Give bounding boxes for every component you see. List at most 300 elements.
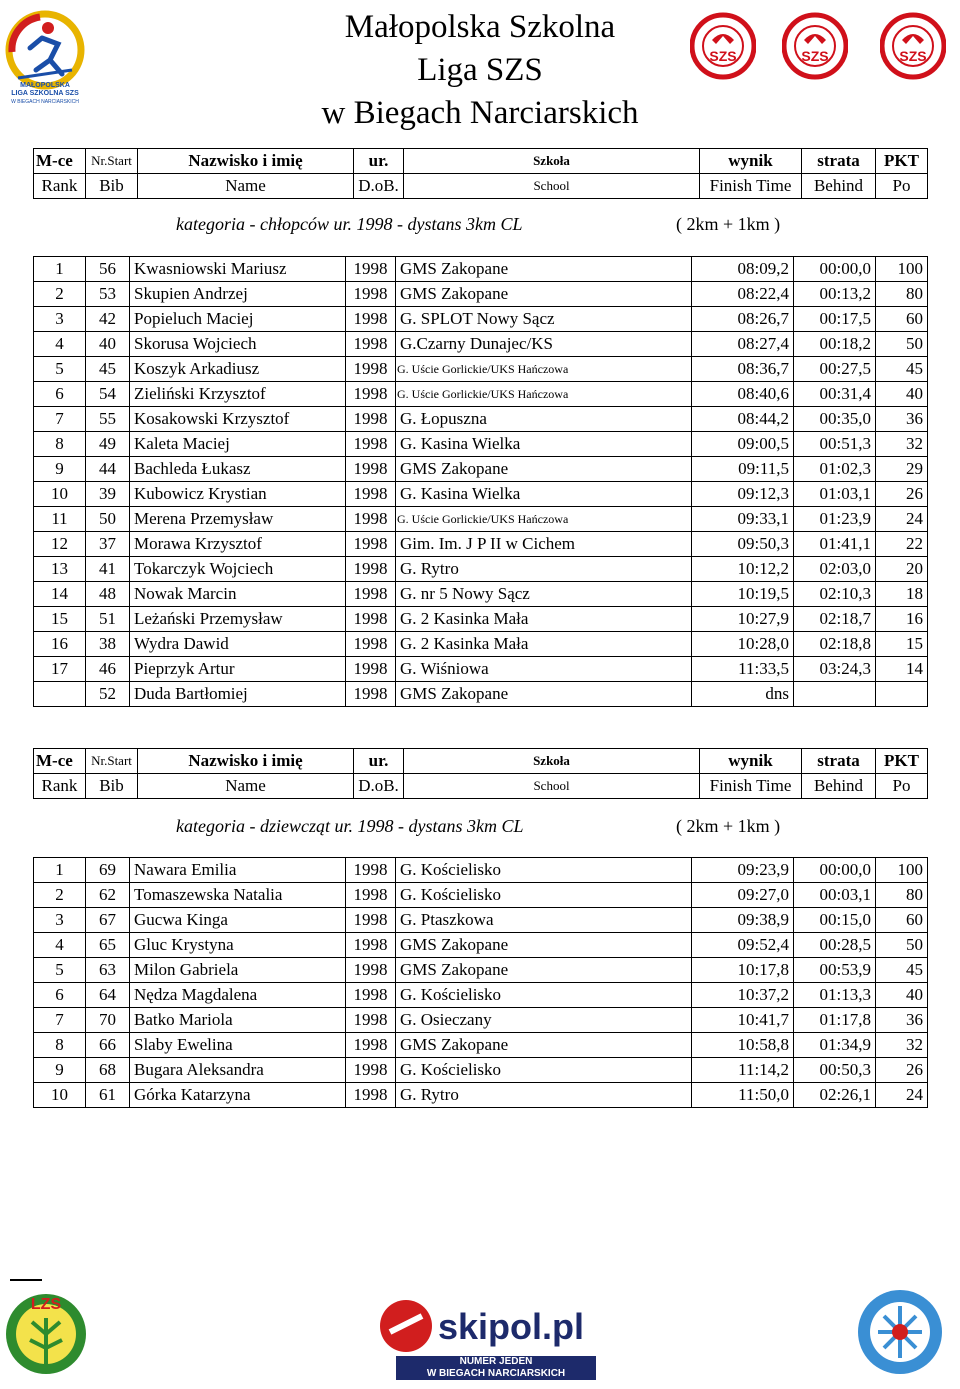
boys-cell-name: Merena Przemysław [130, 507, 346, 532]
boys-cell-behind: 02:03,0 [794, 557, 876, 582]
boys-cell-name: Zieliński Krzysztof [130, 382, 346, 407]
girls-row [34, 958, 928, 983]
boys-cell-rank: 3 [34, 307, 86, 332]
girls-cell-time: 10:17,8 [692, 958, 794, 983]
skipol-tag-1: NUMER JEDEN [459, 1356, 533, 1367]
boys-cell-name: Skorusa Wojciech [130, 332, 346, 357]
girls-category: kategoria - dziewcząt ur. 1998 - dystans 3km CL [176, 816, 524, 836]
boys-cell-behind: 01:02,3 [794, 457, 876, 482]
boys-cell-bib: 52 [86, 682, 130, 707]
girls-cell-school: G. Kościelisko [396, 883, 692, 908]
boys-cell-bib: 48 [86, 582, 130, 607]
szs-seal-1 [690, 6, 756, 88]
boys-cell-rank: 16 [34, 632, 86, 657]
boys-cell-behind: 03:24,3 [794, 657, 876, 682]
boys-cell-behind: 00:27,5 [794, 357, 876, 382]
boys-cell-school: G. Wiśniowa [396, 657, 692, 682]
girls-cell-bib: 61 [86, 1083, 130, 1108]
hdr2-behind: Behind [802, 174, 876, 199]
boys-cell-points: 26 [876, 482, 928, 507]
boys-row [34, 532, 928, 557]
boys-cell-behind: 00:51,3 [794, 432, 876, 457]
girls-cell-bib: 65 [86, 933, 130, 958]
boys-cell-time: 10:28,0 [692, 632, 794, 657]
girls-cell-name: Gucwa Kinga [130, 908, 346, 933]
girls-cell-dob: 1998 [346, 858, 396, 883]
girls-cell-time: 10:58,8 [692, 1033, 794, 1058]
header-row-2 [34, 774, 928, 799]
girls-row [34, 1058, 928, 1083]
boys-cell-dob: 1998 [346, 457, 396, 482]
girls-cell-school: GMS Zakopane [396, 1033, 692, 1058]
girls-cell-time: 09:38,9 [692, 908, 794, 933]
girls-row [34, 933, 928, 958]
boys-cell-behind: 02:18,7 [794, 607, 876, 632]
boys-row [34, 632, 928, 657]
header-row-2 [34, 174, 928, 199]
boys-distance: ( 2km + 1km ) [676, 214, 781, 234]
boys-header-table [33, 148, 928, 199]
boys-cell-rank: 6 [34, 382, 86, 407]
boys-cell-bib: 54 [86, 382, 130, 407]
hdr-school: Szkoła [404, 149, 700, 174]
boys-cell-school: G. 2 Kasinka Mała [396, 607, 692, 632]
hdr2-dob: D.oB. [354, 774, 404, 799]
boys-cell-bib: 45 [86, 357, 130, 382]
boys-cell-points: 50 [876, 332, 928, 357]
boys-row [34, 407, 928, 432]
girls-row [34, 1083, 928, 1108]
boys-cell-rank: 17 [34, 657, 86, 682]
girls-cell-name: Tomaszewska Natalia [130, 883, 346, 908]
boys-cell-time: 09:50,3 [692, 532, 794, 557]
hdr2-behind: Behind [802, 774, 876, 799]
boys-cell-school: GMS Zakopane [396, 682, 692, 707]
girls-cell-dob: 1998 [346, 908, 396, 933]
girls-cell-points: 32 [876, 1033, 928, 1058]
boys-cell-rank: 12 [34, 532, 86, 557]
boys-cell-dob: 1998 [346, 657, 396, 682]
girls-cell-time: 09:23,9 [692, 858, 794, 883]
girls-cell-rank: 6 [34, 983, 86, 1008]
boys-row [34, 607, 928, 632]
szs-seal-3 [880, 6, 946, 88]
girls-row [34, 983, 928, 1008]
girls-cell-school: GMS Zakopane [396, 933, 692, 958]
girls-cell-points: 24 [876, 1083, 928, 1108]
mdm-ski-logo-icon [852, 1280, 948, 1384]
girls-cell-bib: 67 [86, 908, 130, 933]
boys-cell-school: G.Czarny Dunajec/KS [396, 332, 692, 357]
hdr-points: PKT [876, 149, 928, 174]
girls-cell-time: 10:41,7 [692, 1008, 794, 1033]
boys-cell-dob: 1998 [346, 407, 396, 432]
mdm-logo [852, 1280, 948, 1384]
girls-cell-points: 40 [876, 983, 928, 1008]
boys-cell-name: Koszyk Arkadiusz [130, 357, 346, 382]
girls-cell-points: 45 [876, 958, 928, 983]
hdr2-name: Name [138, 774, 354, 799]
boys-cell-bib: 49 [86, 432, 130, 457]
hdr-rank: M-ce [34, 149, 86, 174]
boys-cell-points: 32 [876, 432, 928, 457]
boys-cell-time: 08:22,4 [692, 282, 794, 307]
hdr2-school: School [404, 774, 700, 799]
boys-cell-time: 08:44,2 [692, 407, 794, 432]
boys-cell-time: 09:12,3 [692, 482, 794, 507]
boys-cell-rank: 8 [34, 432, 86, 457]
girls-header-table [33, 748, 928, 799]
boys-cell-name: Pieprzyk Artur [130, 657, 346, 682]
boys-cell-behind: 01:41,1 [794, 532, 876, 557]
skipol-logo [376, 1296, 596, 1382]
hdr-school: Szkoła [404, 749, 700, 774]
girls-cell-dob: 1998 [346, 958, 396, 983]
boys-cell-name: Kosakowski Krzysztof [130, 407, 346, 432]
boys-cell-dob: 1998 [346, 357, 396, 382]
boys-cell-points: 100 [876, 257, 928, 282]
boys-cell-bib: 37 [86, 532, 130, 557]
boys-cell-behind: 00:18,2 [794, 332, 876, 357]
boys-cell-dob: 1998 [346, 432, 396, 457]
boys-cell-school: G. Uście Gorlickie/UKS Hańczowa [396, 357, 692, 382]
girls-cell-dob: 1998 [346, 883, 396, 908]
boys-cell-points [876, 682, 928, 707]
boys-cell-dob: 1998 [346, 632, 396, 657]
boys-row [34, 432, 928, 457]
girls-cell-school: GMS Zakopane [396, 958, 692, 983]
boys-cell-dob: 1998 [346, 582, 396, 607]
boys-cell-bib: 40 [86, 332, 130, 357]
hdr2-rank: Rank [34, 774, 86, 799]
boys-cell-points: 24 [876, 507, 928, 532]
girls-cell-bib: 68 [86, 1058, 130, 1083]
boys-row [34, 357, 928, 382]
boys-cell-school: GMS Zakopane [396, 257, 692, 282]
boys-cell-behind: 00:00,0 [794, 257, 876, 282]
hdr2-dob: D.oB. [354, 174, 404, 199]
girls-cell-rank: 5 [34, 958, 86, 983]
boys-row [34, 382, 928, 407]
boys-cell-time: 08:26,7 [692, 307, 794, 332]
boys-cell-school: GMS Zakopane [396, 282, 692, 307]
boys-row [34, 457, 928, 482]
girls-cell-school: G. Osieczany [396, 1008, 692, 1033]
boys-cell-rank: 4 [34, 332, 86, 357]
girls-cell-school: G. Ptaszkowa [396, 908, 692, 933]
girls-cell-name: Bugara Aleksandra [130, 1058, 346, 1083]
girls-cell-time: 11:50,0 [692, 1083, 794, 1108]
boys-cell-behind: 01:23,9 [794, 507, 876, 532]
boys-cell-time: 08:09,2 [692, 257, 794, 282]
boys-cell-bib: 41 [86, 557, 130, 582]
girls-cell-rank: 7 [34, 1008, 86, 1033]
hdr-time: wynik [700, 749, 802, 774]
boys-cell-name: Morawa Krzysztof [130, 532, 346, 557]
boys-cell-name: Skupien Andrzej [130, 282, 346, 307]
girls-cell-points: 50 [876, 933, 928, 958]
page-title [240, 6, 720, 135]
hdr2-name: Name [138, 174, 354, 199]
girls-cell-behind: 00:00,0 [794, 858, 876, 883]
girls-cell-points: 60 [876, 908, 928, 933]
skipol-brand: skipol.pl [438, 1306, 585, 1347]
hdr-name: Nazwisko i imię [138, 749, 354, 774]
hdr-dob: ur. [354, 149, 404, 174]
boys-cell-school: G. Łopuszna [396, 407, 692, 432]
girls-cell-rank: 2 [34, 883, 86, 908]
boys-cell-bib: 53 [86, 282, 130, 307]
girls-cell-behind: 00:03,1 [794, 883, 876, 908]
boys-cell-name: Bachleda Łukasz [130, 457, 346, 482]
boys-cell-points: 60 [876, 307, 928, 332]
hdr-behind: strata [802, 149, 876, 174]
girls-distance: ( 2km + 1km ) [676, 816, 781, 836]
girls-cell-name: Nawara Emilia [130, 858, 346, 883]
boys-cell-time: 10:19,5 [692, 582, 794, 607]
boys-cell-time: 10:27,9 [692, 607, 794, 632]
boys-cell-school: GMS Zakopane [396, 457, 692, 482]
boys-cell-bib: 46 [86, 657, 130, 682]
girls-cell-points: 80 [876, 883, 928, 908]
boys-results-table [33, 256, 928, 707]
boys-cell-bib: 51 [86, 607, 130, 632]
boys-cell-bib: 55 [86, 407, 130, 432]
hdr2-time: Finish Time [700, 174, 802, 199]
girls-cell-bib: 62 [86, 883, 130, 908]
szs-seal-2 [782, 6, 848, 88]
girls-row [34, 1033, 928, 1058]
girls-cell-time: 09:27,0 [692, 883, 794, 908]
boys-cell-bib: 42 [86, 307, 130, 332]
girls-cell-behind: 01:13,3 [794, 983, 876, 1008]
hdr-dob: ur. [354, 749, 404, 774]
boys-cell-behind: 02:18,8 [794, 632, 876, 657]
boys-row [34, 557, 928, 582]
title-line-2: Liga SZS [417, 52, 543, 88]
boys-category: kategoria - chłopców ur. 1998 - dystans 3km CL [176, 214, 523, 234]
boys-cell-behind: 00:31,4 [794, 382, 876, 407]
lzs-text: LZS [30, 1296, 62, 1313]
girls-cell-bib: 63 [86, 958, 130, 983]
girls-cell-name: Nędza Magdalena [130, 983, 346, 1008]
boys-row [34, 657, 928, 682]
girls-cell-name: Milon Gabriela [130, 958, 346, 983]
boys-cell-time: 09:00,5 [692, 432, 794, 457]
girls-cell-dob: 1998 [346, 933, 396, 958]
girls-cell-name: Górka Katarzyna [130, 1083, 346, 1108]
girls-cell-behind: 00:15,0 [794, 908, 876, 933]
boys-cell-rank: 10 [34, 482, 86, 507]
boys-cell-rank: 7 [34, 407, 86, 432]
boys-cell-time: 08:27,4 [692, 332, 794, 357]
girls-cell-behind: 02:26,1 [794, 1083, 876, 1108]
hdr2-points: Po [876, 774, 928, 799]
logo-text-1: MAŁOPOLSKA [20, 82, 70, 89]
boys-cell-points: 40 [876, 382, 928, 407]
boys-cell-behind: 00:17,5 [794, 307, 876, 332]
boys-cell-time: 11:33,5 [692, 657, 794, 682]
girls-cell-behind: 01:17,8 [794, 1008, 876, 1033]
boys-cell-dob: 1998 [346, 532, 396, 557]
girls-row [34, 858, 928, 883]
girls-cell-rank: 4 [34, 933, 86, 958]
girls-cell-bib: 64 [86, 983, 130, 1008]
girls-cell-name: Gluc Krystyna [130, 933, 346, 958]
hdr-time: wynik [700, 149, 802, 174]
hdr-bib: Nr.Start [86, 749, 138, 774]
boys-cell-time: dns [692, 682, 794, 707]
girls-cell-school: G. Kościelisko [396, 983, 692, 1008]
boys-row [34, 507, 928, 532]
hdr-behind: strata [802, 749, 876, 774]
girls-cell-behind: 01:34,9 [794, 1033, 876, 1058]
seal-2-text: SZS [801, 48, 829, 64]
hdr2-school: School [404, 174, 700, 199]
boys-cell-time: 08:36,7 [692, 357, 794, 382]
girls-cell-dob: 1998 [346, 1083, 396, 1108]
girls-cell-school: G. Kościelisko [396, 1058, 692, 1083]
girls-cell-time: 09:52,4 [692, 933, 794, 958]
boys-cell-name: Nowak Marcin [130, 582, 346, 607]
boys-row [34, 257, 928, 282]
girls-cell-time: 10:37,2 [692, 983, 794, 1008]
girls-cell-rank: 9 [34, 1058, 86, 1083]
hdr2-bib: Bib [86, 174, 138, 199]
boys-cell-points: 16 [876, 607, 928, 632]
girls-cell-points: 26 [876, 1058, 928, 1083]
girls-cell-rank: 3 [34, 908, 86, 933]
boys-cell-dob: 1998 [346, 482, 396, 507]
girls-cell-school: G. Kościelisko [396, 858, 692, 883]
girls-cell-behind: 00:28,5 [794, 933, 876, 958]
hdr-bib: Nr.Start [86, 149, 138, 174]
league-logo [2, 8, 88, 108]
boys-cell-points: 14 [876, 657, 928, 682]
boys-cell-name: Popieluch Maciej [130, 307, 346, 332]
boys-cell-rank: 13 [34, 557, 86, 582]
girls-cell-dob: 1998 [346, 1008, 396, 1033]
girls-cell-name: Batko Mariola [130, 1008, 346, 1033]
boys-cell-rank: 9 [34, 457, 86, 482]
boys-cell-name: Tokarczyk Wojciech [130, 557, 346, 582]
boys-cell-time: 09:33,1 [692, 507, 794, 532]
girls-cell-school: G. Rytro [396, 1083, 692, 1108]
boys-cell-school: G. 2 Kasinka Mała [396, 632, 692, 657]
boys-cell-bib: 56 [86, 257, 130, 282]
boys-row [34, 282, 928, 307]
boys-cell-dob: 1998 [346, 607, 396, 632]
boys-cell-dob: 1998 [346, 257, 396, 282]
boys-cell-dob: 1998 [346, 507, 396, 532]
girls-cell-rank: 8 [34, 1033, 86, 1058]
boys-cell-bib: 50 [86, 507, 130, 532]
boys-cell-school: G. Kasina Wielka [396, 432, 692, 457]
girls-cell-name: Slaby Ewelina [130, 1033, 346, 1058]
girls-cell-behind: 00:50,3 [794, 1058, 876, 1083]
boys-cell-school: G. Uście Gorlickie/UKS Hańczowa [396, 507, 692, 532]
boys-cell-school: G. Uście Gorlickie/UKS Hańczowa [396, 382, 692, 407]
boys-row [34, 582, 928, 607]
seal-1-text: SZS [709, 48, 737, 64]
boys-cell-behind: 02:10,3 [794, 582, 876, 607]
boys-cell-dob: 1998 [346, 307, 396, 332]
seal-3-text: SZS [899, 48, 927, 64]
boys-row [34, 482, 928, 507]
boys-cell-time: 09:11,5 [692, 457, 794, 482]
boys-cell-name: Kaleta Maciej [130, 432, 346, 457]
girls-cell-bib: 70 [86, 1008, 130, 1033]
boys-cell-bib: 39 [86, 482, 130, 507]
boys-cell-school: G. nr 5 Nowy Sącz [396, 582, 692, 607]
boys-cell-dob: 1998 [346, 382, 396, 407]
girls-row [34, 883, 928, 908]
boys-cell-school: G. Kasina Wielka [396, 482, 692, 507]
girls-cell-dob: 1998 [346, 1058, 396, 1083]
boys-cell-school: G. Rytro [396, 557, 692, 582]
logo-text-2: LIGA SZKOLNA SZS [11, 90, 79, 97]
boys-cell-name: Wydra Dawid [130, 632, 346, 657]
boys-cell-points: 20 [876, 557, 928, 582]
hdr2-bib: Bib [86, 774, 138, 799]
boys-cell-dob: 1998 [346, 282, 396, 307]
boys-cell-points: 36 [876, 407, 928, 432]
girls-cell-bib: 69 [86, 858, 130, 883]
girls-row [34, 908, 928, 933]
hdr-rank: M-ce [34, 749, 86, 774]
hdr-name: Nazwisko i imię [138, 149, 354, 174]
lzs-logo [2, 1278, 90, 1382]
boys-cell-school: Gim. Im. J P II w Cichem [396, 532, 692, 557]
boys-row [34, 682, 928, 707]
girls-cell-rank: 1 [34, 858, 86, 883]
girls-cell-dob: 1998 [346, 983, 396, 1008]
boys-cell-name: Kubowicz Krystian [130, 482, 346, 507]
girls-cell-points: 100 [876, 858, 928, 883]
boys-cell-bib: 38 [86, 632, 130, 657]
boys-cell-rank: 1 [34, 257, 86, 282]
boys-cell-dob: 1998 [346, 682, 396, 707]
boys-cell-points: 45 [876, 357, 928, 382]
girls-cell-rank: 10 [34, 1083, 86, 1108]
boys-cell-rank: 11 [34, 507, 86, 532]
girls-cell-bib: 66 [86, 1033, 130, 1058]
girls-cell-dob: 1998 [346, 1033, 396, 1058]
hdr2-points: Po [876, 174, 928, 199]
girls-cell-behind: 00:53,9 [794, 958, 876, 983]
boys-cell-rank: 2 [34, 282, 86, 307]
boys-cell-points: 15 [876, 632, 928, 657]
boys-cell-rank: 5 [34, 357, 86, 382]
girls-cell-time: 11:14,2 [692, 1058, 794, 1083]
boys-cell-points: 29 [876, 457, 928, 482]
boys-cell-time: 10:12,2 [692, 557, 794, 582]
boys-cell-rank [34, 682, 86, 707]
boys-cell-name: Duda Bartłomiej [130, 682, 346, 707]
boys-cell-rank: 14 [34, 582, 86, 607]
boys-cell-points: 80 [876, 282, 928, 307]
logo-text-3: W BIEGACH NARCIARSKICH [11, 99, 79, 105]
boys-cell-dob: 1998 [346, 332, 396, 357]
boys-row [34, 307, 928, 332]
boys-cell-bib: 44 [86, 457, 130, 482]
boys-cell-behind: 00:13,2 [794, 282, 876, 307]
header-row-1 [34, 749, 928, 774]
girls-results-table [33, 857, 928, 1108]
title-line-3: w Biegach Narciarskich [321, 95, 639, 131]
boys-cell-behind: 00:35,0 [794, 407, 876, 432]
header-row-1 [34, 149, 928, 174]
